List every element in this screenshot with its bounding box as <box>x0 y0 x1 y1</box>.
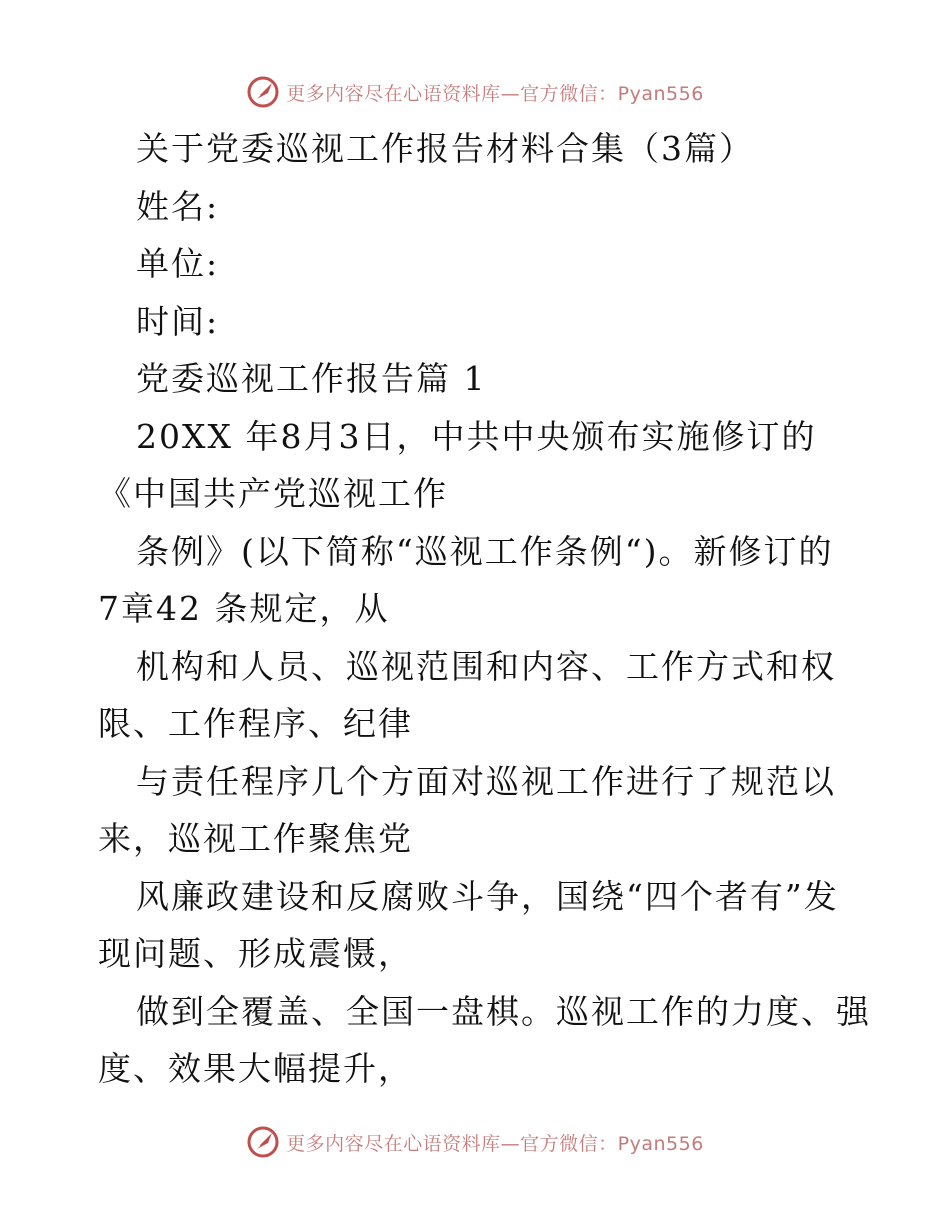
text-line: 7章42 条规定，从 <box>98 589 390 628</box>
watermark-banner-top <box>0 72 950 112</box>
text-line: 单位: <box>136 244 220 283</box>
text-line: 条例》(以下简称“巡视工作条例“)。新修订的 <box>136 531 834 571</box>
document-body <box>98 120 871 1098</box>
text-line: 时间: <box>136 301 220 341</box>
text-line: 现问题、形成震慑， <box>98 934 413 973</box>
text-line: 限、工作程序、纪律 <box>98 704 413 743</box>
watermark-text: 更多内容尽在心语资料库—官方微信：Pyan556 <box>286 1132 704 1155</box>
watermark-banner-bottom <box>0 1122 950 1162</box>
text-line: 风廉政建设和反腐败斗争，国绕“四个者有”发 <box>136 876 839 916</box>
text-line: 做到全覆盖、全国一盘棋。巡视工作的力度、强 <box>136 991 871 1031</box>
text-line: 党委巡视工作报告篇 1 <box>136 359 487 398</box>
quill-logo-icon <box>246 75 280 109</box>
text-line: 机构和人员、巡视范围和内容、工作方式和权 <box>136 646 836 686</box>
text-line: 20XX 年8月3日，中共中央颁布实施修订的 <box>136 416 817 456</box>
text-line: 度、效果大幅提升， <box>98 1049 413 1088</box>
text-line: 姓名: <box>136 186 220 226</box>
text-line: 《中国共产党巡视工作 <box>98 474 448 513</box>
quill-logo-icon <box>246 1125 280 1159</box>
text-line: 来，巡视工作聚焦党 <box>98 819 413 858</box>
document-title: 关于党委巡视工作报告材料合集（3篇） <box>136 129 754 168</box>
watermark-text: 更多内容尽在心语资料库—官方微信：Pyan556 <box>286 82 704 105</box>
text-line: 与责任程序几个方面对巡视工作进行了规范以 <box>136 761 836 801</box>
